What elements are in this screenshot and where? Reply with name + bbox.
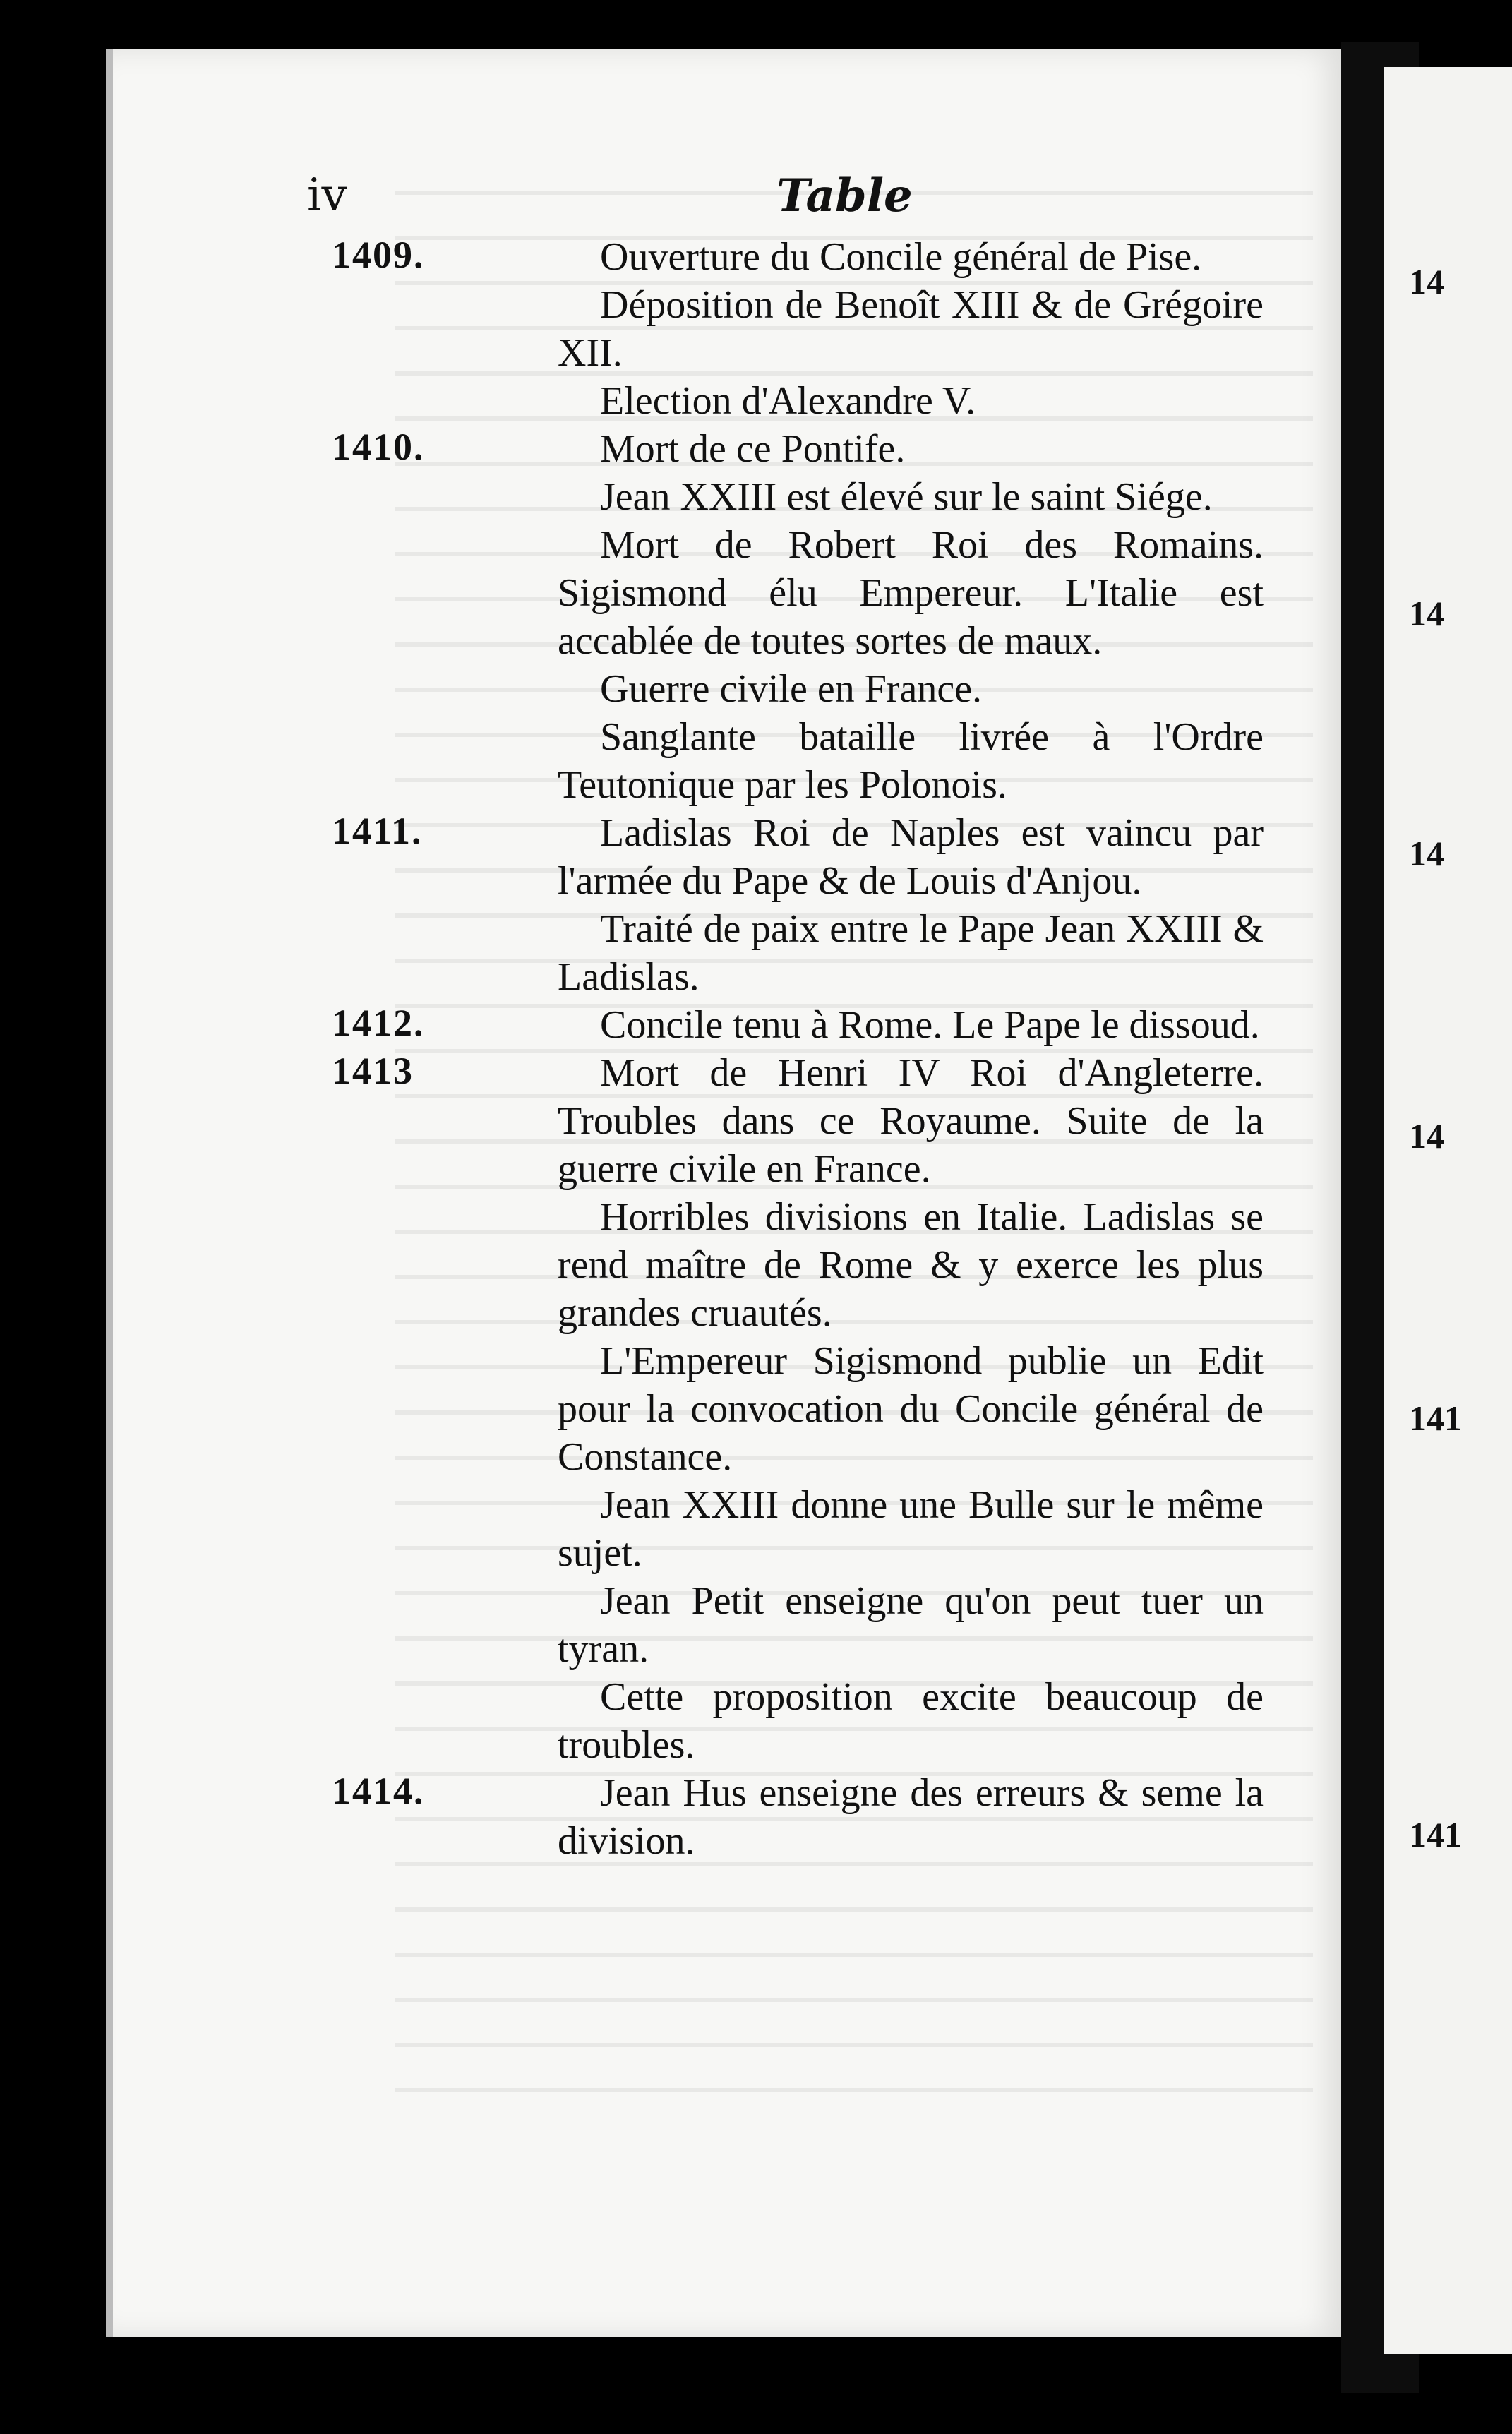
table-entry	[0, 1481, 1341, 1577]
right-year-fragment: 141	[1409, 1815, 1462, 1854]
entry-text: L'Empereur Sigismond publie un Edit pour la convocation du Concile général de Constance.	[558, 1339, 1264, 1479]
entry-text: Jean XXIII donne une Bulle sur le même sujet.	[558, 1483, 1264, 1575]
table-entry	[0, 1001, 1341, 1049]
entry-text: Election d'Alexandre V.	[600, 379, 976, 423]
entry-text: Mort de Robert Roi des Romains. Sigismond élu Empereur. L'Italie est accablée de toutes sortes de maux.	[558, 523, 1264, 663]
right-year-fragment: 14	[1409, 834, 1444, 873]
entry-text: Jean Hus enseigne des erreurs & seme la division.	[558, 1771, 1264, 1863]
table-entry	[0, 1673, 1341, 1769]
right-year-fragment: 14	[1409, 594, 1444, 633]
table-entry	[0, 425, 1341, 473]
chronology-table	[0, 233, 1341, 1865]
table-entry	[0, 377, 1341, 425]
table-entry	[0, 1577, 1341, 1673]
page-header	[0, 169, 1512, 226]
entry-text: Ladislas Roi de Naples est vaincu par l'armée du Pape & de Louis d'Anjou.	[558, 811, 1264, 903]
entry-text: Jean Petit enseigne qu'on peut tuer un tyran.	[558, 1579, 1264, 1671]
table-entry	[0, 809, 1341, 905]
table-entry	[0, 1049, 1341, 1193]
table-entry	[0, 233, 1341, 281]
entry-text: Concile tenu à Rome. Le Pape le dissoud.	[600, 1003, 1260, 1047]
entry-year: 1414.	[332, 1770, 425, 1812]
table-entry	[0, 1769, 1341, 1865]
entry-text: Ouverture du Concile général de Pise.	[600, 235, 1202, 279]
entry-year: 1412.	[332, 1002, 425, 1044]
right-page	[1384, 67, 1512, 2354]
entry-year: 1409.	[332, 234, 425, 276]
entry-text: Traité de paix entre le Pape Jean XXIII & Ladislas.	[558, 907, 1264, 999]
table-entry	[0, 521, 1341, 665]
entry-year: 1413	[332, 1050, 414, 1092]
table-entry	[0, 473, 1341, 521]
right-year-fragment: 14	[1409, 262, 1444, 301]
running-title: Table	[776, 169, 913, 222]
table-entry	[0, 713, 1341, 809]
entry-text: Mort de Henri IV Roi d'Angleterre. Troubles dans ce Royaume. Suite de la guerre civile en France.	[558, 1051, 1264, 1191]
page-number: iv	[307, 169, 347, 222]
right-page-margin	[1405, 67, 1511, 2354]
table-entry	[0, 665, 1341, 713]
right-year-fragment: 141	[1409, 1398, 1462, 1438]
entry-text: Déposition de Benoît XIII & de Grégoire XII.	[558, 283, 1264, 375]
table-entry	[0, 905, 1341, 1001]
entry-text: Mort de ce Pontife.	[600, 427, 906, 471]
table-entry	[0, 281, 1341, 377]
entry-text: Jean XXIII est élevé sur le saint Siége.	[600, 475, 1213, 519]
table-entry	[0, 1193, 1341, 1337]
entry-text: Guerre civile en France.	[600, 667, 983, 711]
entry-year: 1410.	[332, 426, 425, 468]
entry-year: 1411.	[332, 810, 423, 852]
entry-text: Sanglante bataille livrée à l'Ordre Teutonique par les Polonois.	[558, 715, 1264, 807]
entry-text: Horribles divisions en Italie. Ladislas se rend maître de Rome & y exerce les plus grandes cruautés.	[558, 1195, 1264, 1335]
right-year-fragment: 14	[1409, 1116, 1444, 1156]
entry-text: Cette proposition excite beaucoup de troubles.	[558, 1675, 1264, 1767]
table-entry	[0, 1337, 1341, 1481]
